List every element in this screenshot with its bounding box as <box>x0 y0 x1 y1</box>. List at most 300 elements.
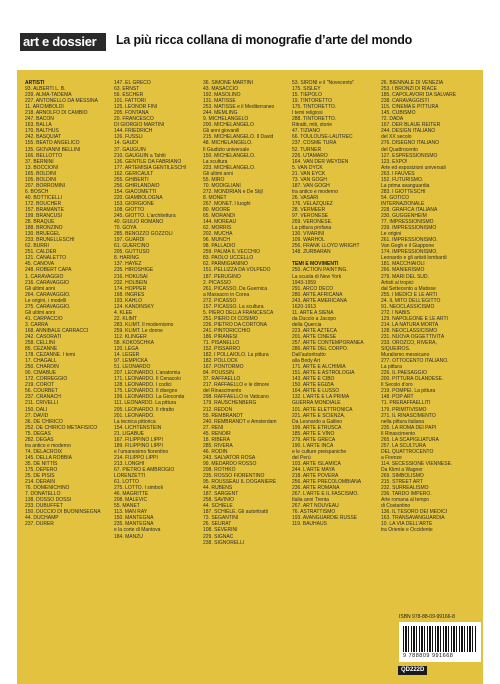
list-item: 251. CALDER <box>25 249 57 256</box>
list-item: 48. MICHELANGELO. <box>203 140 253 147</box>
list-item: 205. LEONARDO. Il ritratto <box>114 406 175 413</box>
list-item: 128. NEOCLASSICISMO <box>381 327 438 334</box>
list-item: 61. GUERCINO <box>114 243 150 250</box>
list-item: 150. DALÍ <box>25 406 48 413</box>
list-item: 85. CÉZANNE <box>25 346 58 353</box>
list-item: 97. LEMPICKA <box>114 358 148 365</box>
section-heading: ARTISTI <box>25 80 45 86</box>
list-item: 124. KANDINSKY <box>114 303 155 310</box>
list-item: 15. TIEPOLO <box>292 92 322 99</box>
list-item: 19. TINTORETTO <box>292 98 333 105</box>
list-item: Muralismo messicano <box>381 352 430 359</box>
list-item: 76. DOMENICHINO <box>25 485 70 492</box>
list-item: 237. CRANACH <box>25 394 61 401</box>
list-item: 258. CELLINI <box>25 340 56 347</box>
list-item: 91. NEOCLASSICISMO <box>381 303 435 310</box>
list-item: 175. SISLEY <box>292 86 321 93</box>
list-item: 218. ARTE POVERA <box>292 473 339 480</box>
list-item: 154. GIACOMETTI <box>114 188 157 195</box>
list-item: 238. CARAVAGGISTI <box>381 98 429 105</box>
list-item: 187. SARGENT <box>203 491 239 498</box>
list-item: 136. IL TESORO DEI MEDICI <box>381 509 448 516</box>
barcode-bars <box>403 626 477 652</box>
list-item: 97. VERONESE <box>292 213 329 220</box>
list-item: 99. MEDARDO ROSSO <box>203 460 257 467</box>
list-item: 40. BOTTICELLI <box>25 194 62 201</box>
list-item: 235. LA ROMA DEI PAPI <box>381 424 437 431</box>
list-item: 14. LÉGER <box>114 352 140 359</box>
list-item: 136. GENTILE DA FABRIANO <box>114 158 182 165</box>
list-item: 62. PARMIGIANINO <box>203 261 248 268</box>
list-item: 46. RODIN <box>203 448 228 455</box>
list-item: 232. SURREALISMO <box>381 485 429 492</box>
list-item: 182. I POLLAIOLO. La pittura <box>203 352 269 359</box>
list-item: 131. MATISSE <box>203 98 236 105</box>
list-item: 253. MATISSE e il Mediterraneo <box>203 104 275 111</box>
list-item: 163. BALLA <box>25 122 52 129</box>
list-item: La scuola di New York <box>292 273 342 280</box>
list-item: 45. RENOIR <box>203 430 231 437</box>
list-item: del Perù <box>292 454 311 461</box>
list-item: 178. CÉZANNE. I temi <box>25 352 76 359</box>
list-item: 28. BRAQUE <box>25 219 55 226</box>
list-item: 213. LONGHI <box>114 460 145 467</box>
list-item: 217. RAFFAELLO e le dimore <box>203 382 270 389</box>
list-item: 22. KLIMT <box>114 315 138 322</box>
list-item: 200. PITTURA OLANDESE. <box>381 376 444 383</box>
list-item: 286. ARTE DEL CORPO. <box>292 346 349 353</box>
list-item: 167. PONTORMO <box>203 364 244 371</box>
list-item: 283. KLIMT. Il modernismo <box>114 321 174 328</box>
list-item: 138. DOSSO DOSSI <box>25 497 72 504</box>
list-item: 219. COROT <box>25 382 55 389</box>
list-item: 1943-1959 <box>292 279 316 286</box>
list-item: 253. I BRONZI DI RIACE <box>381 86 437 93</box>
list-item: 285. RIVERA <box>203 442 233 449</box>
list-item: 21. VAN EYCK <box>292 170 326 177</box>
list-item: 214. DERAIN <box>25 479 56 486</box>
list-item: 214. FILIPPO LIPPI <box>114 454 158 461</box>
list-item: 137. HAYEZ <box>114 261 142 268</box>
list-item: 259. KLIMT. Le donne <box>114 327 163 334</box>
list-item: 223. MICHELANGELO. <box>203 164 256 171</box>
list-item: 164. ARTE E LUSSO <box>292 388 340 395</box>
list-item: dal Settecento a Matisse <box>381 285 436 292</box>
list-item: 25. DE PISIS <box>25 473 55 480</box>
list-item: 40. GIULIO ROMANO <box>114 219 164 226</box>
list-item: 185. CAPOLAVORI DA SALVARE <box>381 92 457 99</box>
list-item: 291. ARCO DECO <box>292 285 334 292</box>
list-item: 261. IMPRESSIONISMO. <box>381 237 438 244</box>
list-item: 165. BOLDINI <box>25 170 57 177</box>
list-item: 152. FUTURISMO. <box>381 176 424 183</box>
list-item: 51. LEONARDO <box>114 364 151 371</box>
list-item: 55. REMBRANDT <box>203 412 244 419</box>
list-item: 70. MODIGLIANI <box>203 182 241 189</box>
list-item: 181. MACCHIAIOLI <box>381 261 425 268</box>
list-item: tra Oriente e Occidente <box>381 527 433 534</box>
list-item: 244. MEMLING <box>203 110 238 117</box>
list-item: 66. TOULOUSE-LAUTREC <box>292 134 353 141</box>
list-item: 157. BRAMANTE <box>25 206 64 213</box>
list-item: 250. ACTION PAINTING. <box>292 267 348 274</box>
list-item: 71. PRERAFFAELLITI <box>381 400 431 407</box>
list-item: 27. RENI <box>203 424 224 431</box>
list-item: 244. L’ARTE MAYA <box>292 467 335 473</box>
list-item: 150. MICHELANGELO. <box>203 152 256 159</box>
list-item: 26. SEURAT <box>203 521 232 528</box>
list-item: 242. BASQUIAT <box>25 134 62 141</box>
list-item: 267. L’ARTE E IL FASCISMO. <box>292 491 359 498</box>
list-item: 219. POMPEI. La pittura <box>381 388 436 395</box>
list-item: 199. BRANCUSI <box>25 213 62 220</box>
list-item: 36. SIMONE MARTINI <box>203 80 253 86</box>
list-item: 21. LIGABUE <box>114 430 145 437</box>
list-item: e la corte di Mantova <box>114 527 161 534</box>
list-item: 199. LEONARDO. La Gioconda <box>114 394 185 401</box>
list-item: 210. GAUGUIN a Tahiti <box>114 152 166 159</box>
list-item: 277. OTTOCENTO ITALIANO. <box>381 358 449 365</box>
list-item: 258. SAVINIO <box>203 497 235 504</box>
list-item: Da Leonardo a Galileo <box>292 418 343 425</box>
list-item: 227. ANTONELLO DA MESSINA <box>25 98 98 105</box>
list-item: Arte romana al tempo <box>381 497 430 504</box>
list-item: 109. WARHOL <box>292 237 325 244</box>
list-item: 112. KLINGER <box>114 333 147 340</box>
list-item: 271. IL RINASCIMENTO <box>381 412 436 419</box>
list-item: della Quercia <box>292 321 322 328</box>
list-item: 276. DISEGNO ITALIANO <box>381 140 439 147</box>
list-item: 83. PAOLO UCCELLO <box>203 255 254 262</box>
list-item: 250. CHARDIN <box>25 364 59 371</box>
list-item: 228. GRAFICA ITALIANA <box>381 206 438 213</box>
list-item: 175. DEPERO <box>25 467 58 473</box>
list-item: 240. REMBRANDT e Amsterdam <box>203 418 277 425</box>
list-item: La pittura <box>381 364 402 371</box>
list-item: 166. BELLOTTO <box>25 152 63 159</box>
list-item: 135. GIOVANNI BELLINI <box>25 146 81 153</box>
list-item: 179. RAUSCHENBERG <box>203 400 257 407</box>
list-item: 73. VAN GOGH <box>292 176 327 183</box>
list-item: 28. VERMEER <box>292 206 326 213</box>
list-item: La prima avanguardia <box>381 182 430 189</box>
list-item: Gli ultimi anni <box>25 309 56 316</box>
list-item: 235. ROSSO FIORENTINO <box>203 473 265 480</box>
list-item: 5. VAN DYCK <box>292 164 323 171</box>
list-item: 236. ARTE ROMANA <box>292 485 340 492</box>
list-item: 84. POUSSIN <box>203 370 234 377</box>
list-item: 53. SIRONI e il "Novecento" <box>292 80 355 86</box>
list-item: 90. CIMABUE <box>25 370 57 377</box>
list-item: 263. I FAUVES <box>381 170 415 177</box>
list-item: 176. VELÁZQUEZ <box>292 200 333 207</box>
list-item: 241. PINTORICCHIO <box>203 327 251 334</box>
list-item: e le culture preispaniche <box>292 448 347 455</box>
list-item: 46. MAGRITTE <box>114 491 149 498</box>
list-item: 121. CANALETTO <box>25 255 67 262</box>
list-item: 233. BRUNELLESCHI <box>25 237 75 244</box>
list-item: 235. HIROSHIGE <box>114 267 154 274</box>
list-item: 61. LOTTO <box>114 479 139 486</box>
list-item: 152. PISSARRO <box>203 346 240 353</box>
list-item: 164. VAN DER WEYDEN <box>292 158 349 165</box>
list-item: 80. MOORE <box>203 206 231 213</box>
list-item: 282. DEGAS <box>25 436 54 443</box>
list-item: 182. POLLOCK <box>203 358 238 365</box>
list-item: 184. MANZÙ <box>114 533 143 540</box>
list-item: 200. MICHELANGELO <box>203 122 254 129</box>
list-item: Leonardo e gli artisti lombardi <box>381 255 447 262</box>
list-item: I temi religiosi <box>292 110 323 117</box>
list-item: 150. MANTEGNA <box>114 515 154 522</box>
list-item: SIQUEIROS. <box>381 346 411 353</box>
list-item: 207. BORROMINI <box>25 182 66 189</box>
list-item: 27. DAVID <box>25 412 49 419</box>
list-item: 155. BEATO ANGELICO <box>25 140 80 147</box>
list-item: 275. CARAVAGGIO. <box>25 303 71 310</box>
list-item: 125. LEONOR FINI <box>114 104 158 111</box>
list-item: 144. FRIEDRICH <box>114 128 153 135</box>
list-item: 267. ART NOUVEAU <box>292 503 339 510</box>
list-item: 154. LICHTENSTEIN <box>114 424 162 431</box>
list-item: 72. DADA <box>381 116 404 123</box>
list-item: 145. CUBISMO <box>381 110 416 117</box>
list-item: Il Rinascimento <box>381 430 416 437</box>
list-item: 201. LEONARDO. <box>114 412 155 419</box>
list-item: 119. BAUHAUS <box>292 521 327 528</box>
list-item: LORENZETTI <box>114 473 146 480</box>
list-item: 264. CARAVAGGIO. <box>25 291 71 298</box>
list-item: 237. COSMÈ TURA <box>292 140 337 147</box>
list-item: Le origini, i modelli <box>25 297 67 304</box>
list-item: 243. ARTE AMERICANA <box>292 297 347 304</box>
list-item: 175. TINTORETTO. <box>292 104 337 111</box>
list-item: 255. I MEDICI E LE ARTI <box>381 291 438 298</box>
list-item: 9. MICHELANGELO <box>203 116 249 123</box>
list-item: 187. PERUGINO <box>203 273 241 280</box>
art-e-dossier-logo: art e dossier <box>20 33 106 51</box>
list-item: 65. MORANDI <box>203 213 235 220</box>
list-item: 232. HOLBEIN <box>114 279 148 286</box>
list-item: 279. ARTE GRECA <box>292 436 336 443</box>
list-item: di Costantino <box>381 503 411 510</box>
list-item: 190. L’ARTE INCA <box>292 442 334 449</box>
list-item: 127. ESPRESSIONISMO <box>381 152 438 159</box>
list-item: 62. BURRI <box>25 243 49 250</box>
list-item: 245. GIOTTO. L’architettura <box>114 213 176 220</box>
list-item: 226. UTAMARO <box>292 152 328 159</box>
list-item: 74. DELACROIX <box>25 448 63 455</box>
list-item: 269. SIMBOLISMO <box>381 473 424 480</box>
list-item: 174. IMPRESSIONISMO. <box>381 249 438 256</box>
list-item: INTERNAZIONALE <box>381 200 425 207</box>
list-item: 252. DE CHIRICO METAFISICO <box>25 424 98 431</box>
list-item: 5. PIERO DELLA FRANCESCA <box>203 309 274 316</box>
list-item: 41. CARPACCIO <box>25 315 63 322</box>
list-item: 105. BOLDINI <box>25 176 57 183</box>
list-item: 67. PIETRO E AMBROGIO <box>114 467 175 473</box>
list-item: 226. PIETRO DA CORTONA <box>203 321 268 328</box>
list-item: 55. MIRÓ <box>203 176 225 183</box>
list-item: Gli ultimi anni <box>25 285 56 292</box>
list-item: Gli anni giovanili <box>203 128 240 135</box>
list-item: 192. MASOLINO <box>203 92 241 99</box>
list-item: 226. IL PAESAGGIO <box>381 370 427 377</box>
list-item: 130. BRUEGEL <box>25 231 61 238</box>
list-item: 188. BRONZINO <box>25 225 63 232</box>
list-item: 20. FRANCESCO <box>114 116 154 123</box>
list-item: 101. FATTORI <box>114 98 146 105</box>
list-item: 45. CANOVA <box>25 261 55 268</box>
list-item: 132. L’ARTE E LA PRIMA <box>292 394 350 401</box>
list-item: 147. EL GRECO <box>114 80 151 86</box>
list-item: 123. EXPO! <box>381 158 408 165</box>
list-item: 2. PICASSO <box>203 279 231 286</box>
list-item: 233. OROZCO, RIVERA, <box>381 340 437 347</box>
list-item: 244. DESIGN ITALIANO <box>381 128 436 135</box>
list-item: 279. MARI DEL SUD. <box>381 273 429 280</box>
monograph-list-panel <box>17 70 483 684</box>
list-item: 239. ALMA-TADEMA <box>25 92 72 99</box>
list-item: 171. ARTE E ALCHIMIA <box>292 364 346 371</box>
list-item: 285. BENOZZO GOZZOLI <box>114 231 173 238</box>
list-item: Il Giudizio universale <box>203 146 250 153</box>
list-item: 44. SCHIELE <box>203 503 233 510</box>
list-item: 267. MONET. I luoghi <box>203 200 251 207</box>
list-item: 189. FILIPPINO LIPPI <box>114 442 163 449</box>
list-item: La scultura <box>203 158 228 165</box>
list-item: 257. ARTE CONTEMPORANEA <box>292 340 364 347</box>
list-item: 199. ARTE ETRUSCA <box>292 424 342 431</box>
list-item: 269. VERONESE. <box>292 219 333 226</box>
list-item: 221. ARTE E SCIENZA. <box>292 412 346 419</box>
list-item: del Rinascimento <box>203 388 242 395</box>
list-item: 201. ARTE CINESE <box>292 333 337 340</box>
list-item: 148. ZURBARÁN <box>292 249 331 256</box>
list-item: 18. RIBERA <box>203 436 230 443</box>
list-item: Il Secolo d’oro <box>381 382 413 389</box>
list-item: 215. STREET ART <box>381 479 423 486</box>
column-1 <box>25 80 115 527</box>
list-item: 256. ARTE PRECOLOMBIANA <box>292 479 362 486</box>
list-item: 47. TIZIANO <box>292 128 320 135</box>
list-item: 265. LA SCAPIGLIATURA <box>381 436 439 443</box>
list-item: 43. MASACCIO <box>203 86 239 93</box>
list-item: tra antico e moderno <box>292 188 338 195</box>
list-item: 215. MICHELANGELO. Il David <box>203 134 274 141</box>
column-4 <box>292 80 382 527</box>
list-item: 13. BOCCIONI <box>25 164 59 171</box>
list-item: alla Body Art <box>292 358 321 365</box>
list-item: 129. NAPOLEONE E LE ARTI <box>381 315 448 322</box>
list-item: 62. MORRIS <box>203 225 232 232</box>
list-item: 73. SEGANTINI <box>203 515 239 522</box>
list-item: nella pittura italiana <box>381 418 425 425</box>
list-item: Le origini <box>381 231 402 238</box>
list-item: 174. HOPPER <box>114 285 147 292</box>
list-item: 56. ESCHER <box>114 92 144 99</box>
list-item: 24. IL MITO DELL’EGITTO <box>381 297 441 304</box>
list-item: 207. LEONARDO. L’anatomia <box>114 370 181 377</box>
list-item: 145. DELLA ROBBIA <box>25 454 72 461</box>
list-item: 128. LEONARDO. I codici <box>114 382 172 389</box>
list-item: 288. TINTORETTO. <box>292 116 337 123</box>
list-item: 70. GOYA <box>114 225 137 232</box>
list-item: da Duccio a Jacopo <box>292 315 336 322</box>
list-item: 187. VAN GOGH <box>292 182 330 189</box>
list-item: 37. BERNINI <box>25 158 54 165</box>
list-item: 71. PISANELLO <box>203 340 240 347</box>
list-item: 208. ROTHKO <box>203 467 236 473</box>
list-item: tra antico e moderno <box>25 442 71 449</box>
list-item: Artisti ai tropici <box>381 279 414 286</box>
list-item: 216. CARAVAGGIO <box>25 279 69 286</box>
list-item: 11. ARTE A SIENA <box>292 309 334 316</box>
list-item: 1. CARAVAGGIO <box>25 273 64 280</box>
list-item: 44. DUCHAMP <box>25 515 59 522</box>
list-item: DEL QUATTROCENTO <box>381 448 434 455</box>
list-item: 96. MUNCH <box>203 237 230 244</box>
list-item: 239. IMPRESSIONISMO <box>381 225 437 232</box>
list-item: 231. NUOVA OGGETTIVITÀ <box>381 333 445 340</box>
list-item: 11. ARCIMBOLDI <box>25 104 64 111</box>
list-item: 247. BACON <box>25 116 54 123</box>
list-item: 3. CARRÀ <box>25 321 49 328</box>
list-item: 56. COURBET <box>25 388 58 395</box>
list-item: 298. RAFFAELLO in Vaticano <box>203 394 269 401</box>
list-item: Dall’autoritratto <box>292 352 326 359</box>
isbn-text: ISBN 978-88-09-99166-8 <box>399 614 455 620</box>
list-item: 283. I GIOTTESCHI <box>381 188 426 195</box>
list-item: 115. CINEMA E PITTURA <box>381 104 439 111</box>
section-heading: TEMI E MOVIMENTI <box>292 261 339 268</box>
list-item: 179. PRIMITIVISMO <box>381 406 427 413</box>
list-item: 236. TARDO IMPERO. <box>381 491 432 498</box>
list-item: 256. GHIRLANDAIO <box>114 182 160 189</box>
column-3 <box>203 80 293 546</box>
list-item: Arte ed esposizioni universali <box>381 164 446 171</box>
list-item: 1620-1913 <box>292 303 316 310</box>
list-item: 167. FILIPPINO LIPPI <box>114 436 163 443</box>
list-item: 76. ASTRATTISMO <box>292 509 336 516</box>
list-item: 266. MANIERISMO <box>381 267 425 274</box>
list-item: 238. SIGNORELLI <box>203 539 245 546</box>
list-item: 151. ARTE E ASTROLOGIA <box>292 370 355 377</box>
list-item: 216. HOKUSAI <box>114 273 148 280</box>
list-item: 153. GIORGIONE <box>114 200 155 207</box>
list-item: 185. ARTE E VINO <box>292 430 335 437</box>
barcode <box>399 622 481 662</box>
list-item: 202. MUCHA <box>203 231 233 238</box>
list-item: 248. ROBERT CAPA <box>25 267 72 274</box>
list-item: 148. POP ART <box>381 394 414 401</box>
list-item: 163. TRANSAVANGUARDIA <box>381 515 445 522</box>
list-item: 230. GUGGENHEIM <box>381 213 427 220</box>
list-item: 168. INGRES <box>114 291 145 298</box>
list-item: a Firenze <box>381 454 402 461</box>
list-item: 193. AVANGUARDIE RUSSE <box>292 515 358 522</box>
list-item: 58. KOKOSCHKA <box>114 340 155 347</box>
list-item: 54. GOTICO <box>381 194 410 201</box>
list-item: 257. LA SCULTURA <box>381 442 426 449</box>
list-item: 98. PALLADIO <box>203 243 236 250</box>
list-item: 237. DÜRER <box>25 521 54 528</box>
list-item: 187. SCHIELE. Gli autoritratti <box>203 509 269 516</box>
list-item: 143. ARTE E CIBO <box>292 376 335 383</box>
list-item: 10. LA VIA DELL’ARTE <box>381 521 433 528</box>
list-item: 130. VIVARINI <box>292 231 325 238</box>
list-item: 255. GHIBERTI <box>114 176 149 183</box>
